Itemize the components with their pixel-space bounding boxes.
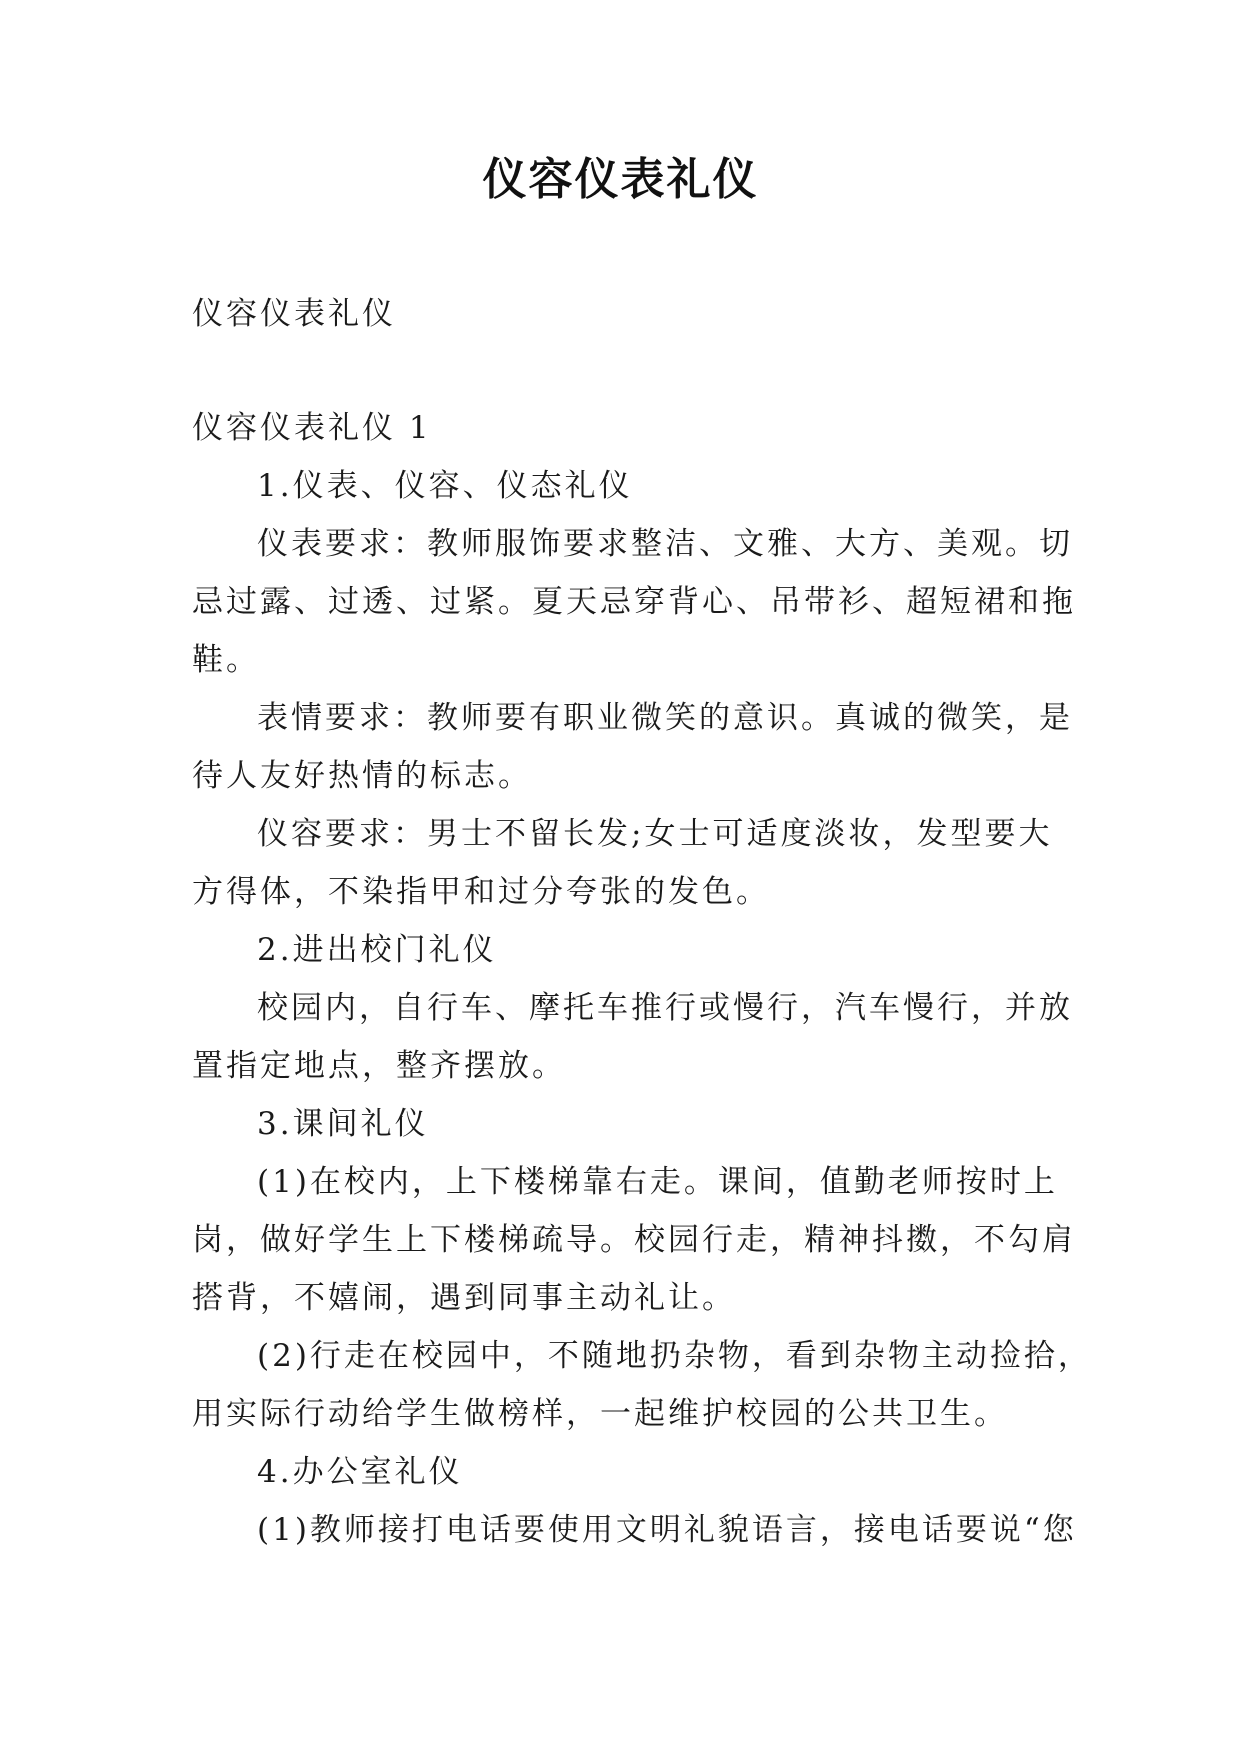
paragraph-line: 仪容要求：男士不留长发;女士可适度淡妆，发型要大 — [257, 816, 1053, 852]
subsection-heading-3: 3.课间礼仪 — [257, 1106, 429, 1142]
paragraph-line: 岗，做好学生上下楼梯疏导。校园行走，精神抖擞，不勾肩 — [192, 1222, 1076, 1258]
paragraph-line: 忌过露、过透、过紧。夏天忌穿背心、吊带衫、超短裙和拖 — [192, 584, 1076, 620]
paragraph-line: (1)教师接打电话要使用文明礼貌语言，接电话要说“您 — [257, 1512, 1077, 1548]
paragraph-line: 仪表要求：教师服饰要求整洁、文雅、大方、美观。切 — [257, 526, 1073, 562]
paragraph-line: (2)行走在校园中，不随地扔杂物，看到杂物主动捡拾， — [257, 1338, 1092, 1374]
paragraph-line: 方得体，不染指甲和过分夸张的发色。 — [192, 874, 770, 910]
paragraph-line: 置指定地点，整齐摆放。 — [192, 1048, 566, 1084]
paragraph-line: 搭背，不嬉闹，遇到同事主动礼让。 — [192, 1280, 736, 1316]
subsection-heading-4: 4.办公室礼仪 — [257, 1454, 463, 1490]
section-heading: 仪容仪表礼仪 1 — [192, 410, 432, 446]
paragraph-line: 待人友好热情的标志。 — [192, 758, 532, 794]
paragraph-line: 鞋。 — [192, 642, 260, 678]
paragraph-line: 校园内，自行车、摩托车推行或慢行，汽车慢行，并放 — [257, 990, 1073, 1026]
subtitle-line: 仪容仪表礼仪 — [192, 296, 396, 332]
paragraph-line: (1)在校内，上下楼梯靠右走。课间，值勤老师按时上 — [257, 1164, 1058, 1200]
paragraph-line: 表情要求：教师要有职业微笑的意识。真诚的微笑，是 — [257, 700, 1073, 736]
page-title: 仪容仪表礼仪 — [482, 154, 759, 205]
subsection-heading-1: 1.仪表、仪容、仪态礼仪 — [257, 468, 633, 504]
paragraph-line: 用实际行动给学生做榜样，一起维护校园的公共卫生。 — [192, 1396, 1008, 1432]
subsection-heading-2: 2.进出校门礼仪 — [257, 932, 497, 968]
